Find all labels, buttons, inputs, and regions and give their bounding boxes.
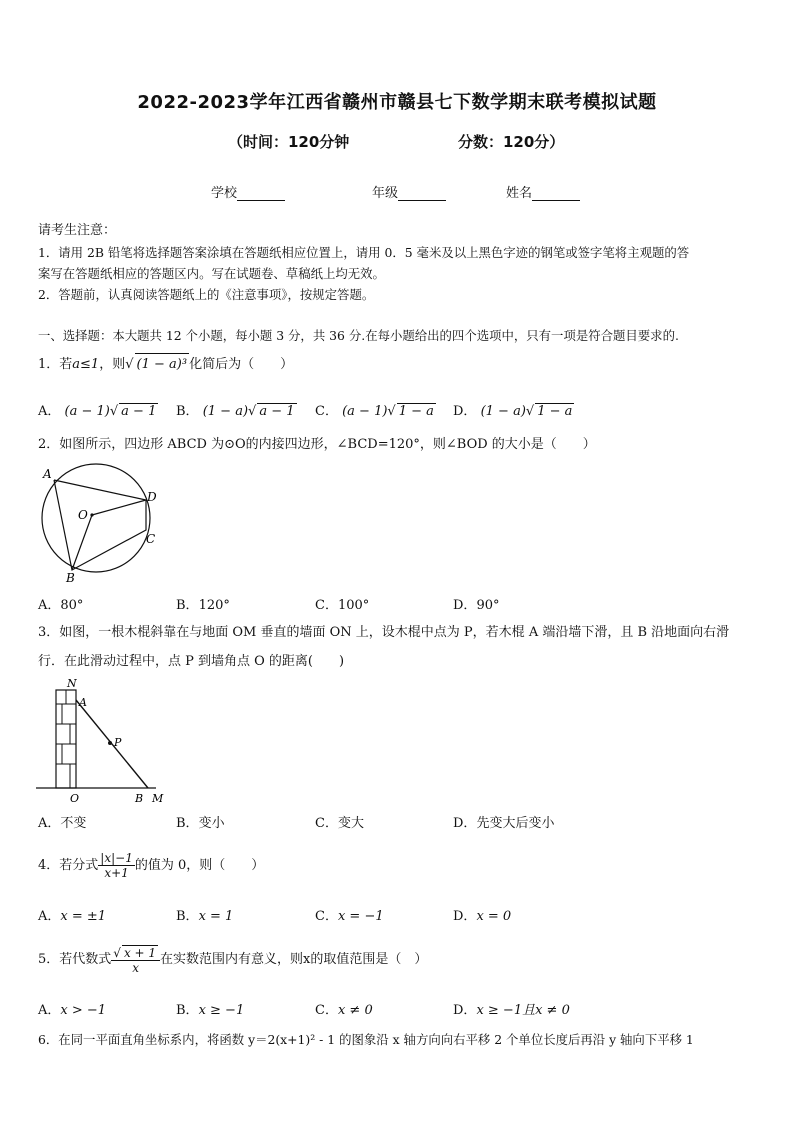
notice-item1-line2: 案写在答题纸相应的答题区内。写在试题卷、草稿纸上均无效。 bbox=[38, 266, 385, 281]
q3-stem-line1: 3．如图，一根木棍斜靠在与地面 OM 垂直的墙面 ON 上，设木棍中点为 P，若木棍 A 端沿墙下滑，且 B 沿地面向右滑 bbox=[38, 625, 730, 640]
q2-circle-figure bbox=[34, 462, 164, 586]
option-coef: (a − 1) bbox=[342, 404, 388, 419]
option-radicand: a − 1 bbox=[259, 404, 295, 419]
option-radicand: 1 − a bbox=[398, 404, 434, 419]
q1-mid: ，则 bbox=[99, 357, 126, 372]
segment-od bbox=[92, 500, 146, 515]
name-label: 姓名 bbox=[506, 186, 533, 201]
option-text: x > −1 bbox=[60, 1003, 107, 1018]
label-b: B bbox=[66, 571, 75, 585]
wall bbox=[56, 690, 76, 788]
q3-option-d[interactable] bbox=[453, 812, 554, 831]
q5-option-a[interactable] bbox=[38, 999, 106, 1018]
q5-fraction bbox=[111, 945, 160, 975]
q5-option-d[interactable] bbox=[453, 999, 570, 1018]
option-coef: (a − 1) bbox=[64, 404, 110, 419]
q3-stem-line2: 行．在此滑动过程中，点 P 到墙角点 O 的距离( ) bbox=[38, 654, 345, 669]
label-o: O bbox=[70, 792, 80, 805]
q4-option-d[interactable] bbox=[453, 905, 511, 924]
q2-stem: 2．如图所示，四边形 ABCD 为⊙O的内接四边形，∠BCD=120°，则∠BOD 的大小是（ ） bbox=[38, 437, 596, 452]
q5-option-c[interactable] bbox=[315, 999, 373, 1018]
option-text: x ≥ −1 bbox=[198, 1003, 245, 1018]
q1-prefix: 1．若 bbox=[38, 357, 73, 372]
grade-blank[interactable] bbox=[398, 186, 446, 201]
q4-fraction bbox=[98, 851, 135, 880]
q2-option-a[interactable] bbox=[38, 594, 83, 613]
option-letter: D． bbox=[453, 404, 477, 419]
option-text: x ≠ 0 bbox=[337, 1003, 373, 1018]
option-letter: B． bbox=[176, 404, 199, 419]
q1-option-c[interactable]: C． (a − 1)√ 1 − a bbox=[315, 404, 434, 419]
q1-suffix: 化简后为（ ） bbox=[189, 357, 294, 372]
exam-time: （时间：120分钟 bbox=[228, 133, 350, 151]
section1-heading: 一、选择题：本大题共 12 个小题，每小题 3 分，共 36 分.在每小题给出的四个选项中，只有一项是符合题目要求的. bbox=[38, 328, 679, 343]
q5-option-b[interactable] bbox=[176, 999, 244, 1018]
option-letter: B． bbox=[176, 816, 199, 831]
name-field bbox=[506, 182, 580, 201]
label-b: B bbox=[135, 792, 144, 805]
grade-label: 年级 bbox=[372, 186, 399, 201]
option-text: 变大 bbox=[337, 816, 364, 831]
option-text: 先变大后变小 bbox=[476, 816, 555, 831]
option-text: 120° bbox=[198, 598, 230, 613]
option-letter: D． bbox=[453, 1003, 477, 1018]
school-field bbox=[211, 182, 285, 201]
option-radicand: a − 1 bbox=[121, 404, 157, 419]
q3-option-b[interactable] bbox=[176, 812, 225, 831]
option-letter: C． bbox=[315, 1003, 338, 1018]
option-letter: A． bbox=[38, 909, 61, 924]
option-letter: C． bbox=[315, 404, 338, 419]
q3-option-a[interactable] bbox=[38, 812, 86, 831]
option-letter: B． bbox=[176, 1003, 199, 1018]
q4-numerator: |x|−1 bbox=[100, 851, 133, 865]
option-text: x = ±1 bbox=[60, 909, 107, 924]
stick-ab bbox=[76, 700, 148, 788]
q4-denominator: x+1 bbox=[104, 866, 129, 880]
q4-suffix: 的值为 0，则（ ） bbox=[134, 858, 265, 873]
q6-stem-line1: 6．在同一平面直角坐标系内，将函数 y＝2(x+1)² - 1 的图象沿 x 轴方向向右平移 2 个单位长度后再沿 y 轴向下平移 1 bbox=[38, 1032, 694, 1047]
q5-prefix: 5．若代数式 bbox=[38, 952, 112, 967]
q5-radicand: x + 1 bbox=[123, 945, 157, 960]
q5-numerator: √ x + 1 bbox=[111, 945, 160, 961]
option-letter: D． bbox=[453, 816, 477, 831]
exam-score: 分数：120分） bbox=[458, 133, 565, 151]
q4-option-c[interactable] bbox=[315, 905, 384, 924]
label-d: D bbox=[147, 490, 157, 504]
option-letter: C． bbox=[315, 909, 338, 924]
option-letter: D． bbox=[453, 909, 477, 924]
q4-option-b[interactable] bbox=[176, 905, 233, 924]
option-letter: A． bbox=[38, 598, 61, 613]
q3-ladder-figure bbox=[32, 676, 172, 806]
q1-option-b[interactable]: B． (1 − a)√ a − 1 bbox=[176, 404, 295, 419]
q5-denominator: x bbox=[132, 960, 140, 975]
q1-radicand: (1 − a)³ bbox=[135, 353, 190, 376]
option-text: 100° bbox=[337, 598, 370, 613]
quadrilateral-abcd bbox=[54, 480, 146, 570]
option-text: 不变 bbox=[60, 816, 87, 831]
label-n: N bbox=[67, 677, 77, 690]
q1-stem: 1．若a≤1，则√ (1 − a)³ 化简后为（ ） bbox=[38, 353, 293, 376]
circle-o bbox=[42, 464, 150, 572]
q1-option-a[interactable]: A． (a − 1)√ a − 1 bbox=[38, 404, 157, 419]
grade-field bbox=[372, 182, 446, 201]
option-letter: C． bbox=[315, 598, 338, 613]
label-a: A bbox=[79, 696, 87, 709]
q2-option-d[interactable] bbox=[453, 594, 499, 613]
option-text: x = −1 bbox=[337, 909, 384, 924]
label-c: C bbox=[146, 532, 156, 546]
q4-stem bbox=[38, 848, 264, 884]
label-m: M bbox=[152, 792, 164, 805]
q5-suffix: 在实数范围内有意义，则x的取值范围是（ ） bbox=[160, 952, 428, 967]
q1-condition: a≤1 bbox=[72, 357, 100, 372]
notice-heading: 请考生注意： bbox=[38, 223, 117, 238]
label-p: P bbox=[114, 736, 122, 749]
school-blank[interactable] bbox=[237, 186, 285, 201]
option-letter: A． bbox=[38, 1003, 61, 1018]
q5-stem bbox=[38, 942, 427, 978]
q2-option-c[interactable] bbox=[315, 594, 369, 613]
option-letter: A． bbox=[38, 404, 61, 419]
notice-item2: 2．答题前，认真阅读答题纸上的《注意事项》，按规定答题。 bbox=[38, 287, 375, 302]
option-letter: B． bbox=[176, 909, 199, 924]
option-coef: (1 − a) bbox=[202, 404, 249, 419]
option-letter: C． bbox=[315, 816, 338, 831]
q4-prefix: 4．若分式 bbox=[38, 858, 99, 873]
label-a: A bbox=[43, 467, 52, 481]
option-text: x = 1 bbox=[198, 909, 234, 924]
q4-option-a[interactable] bbox=[38, 905, 106, 924]
notice-item1-line1: 1．请用 2B 铅笔将选择题答案涂填在答题纸相应位置上，请用 0．5 毫米及以上黑色字迹的钢笔或签字笔将主观题的答 bbox=[38, 245, 690, 260]
q2-option-b[interactable] bbox=[176, 594, 230, 613]
option-text: 80° bbox=[60, 598, 84, 613]
midpoint-p bbox=[108, 741, 112, 745]
page-title: 2022-2023学年江西省赣州市赣县七下数学期末联考模拟试题 bbox=[137, 92, 657, 113]
option-text: x ≥ −1且x ≠ 0 bbox=[476, 1003, 570, 1018]
option-letter: D． bbox=[453, 598, 477, 613]
option-text: 90° bbox=[476, 598, 500, 613]
school-label: 学校 bbox=[211, 186, 238, 201]
label-o: O bbox=[78, 508, 88, 522]
option-text: x = 0 bbox=[476, 909, 512, 924]
option-radicand: 1 − a bbox=[537, 404, 573, 419]
q1-option-d[interactable]: D． (1 − a)√ 1 − a bbox=[453, 404, 573, 419]
option-letter: B． bbox=[176, 598, 199, 613]
center-point bbox=[90, 513, 93, 516]
segment-ob bbox=[72, 515, 92, 570]
name-blank[interactable] bbox=[532, 186, 580, 201]
option-text: 变小 bbox=[198, 816, 225, 831]
option-letter: A． bbox=[38, 816, 61, 831]
q3-option-c[interactable] bbox=[315, 812, 364, 831]
option-coef: (1 − a) bbox=[480, 404, 526, 419]
